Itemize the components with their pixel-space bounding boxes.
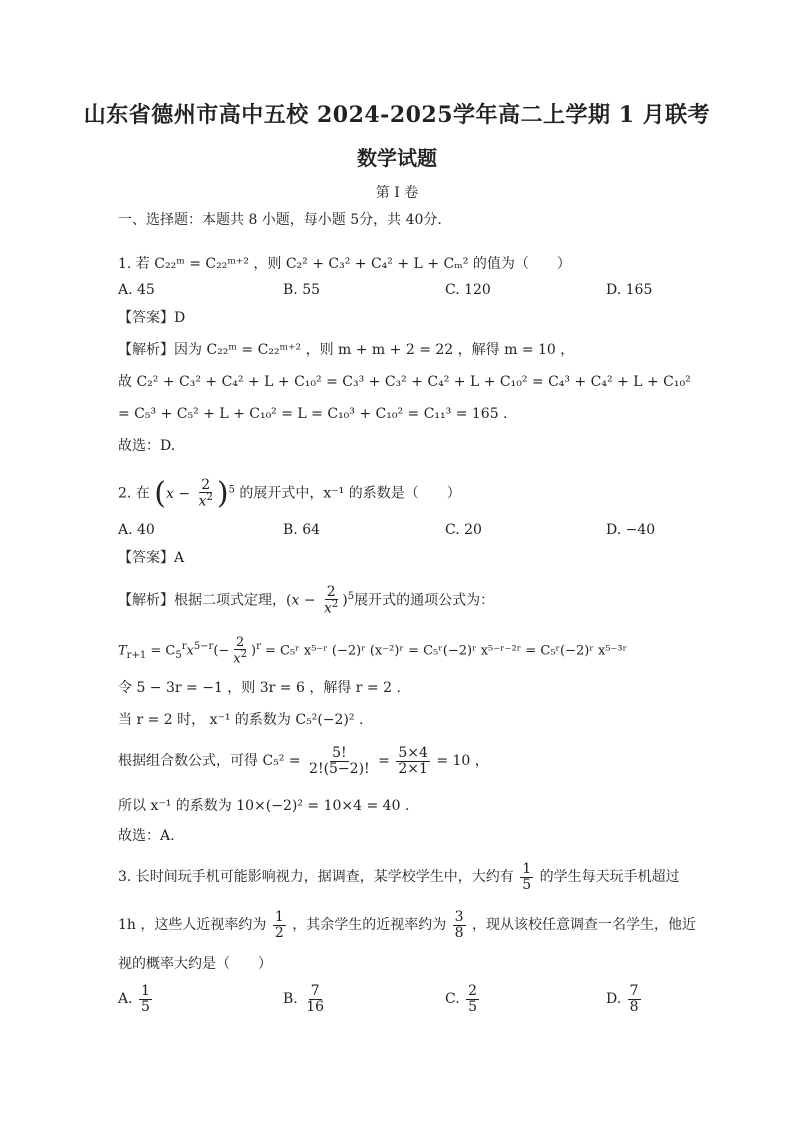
q2-option-d: D. −40: [606, 522, 656, 538]
q1-option-b: B. 55: [283, 282, 321, 298]
q2-analysis-intro-a: 【解析】根据二项式定理，: [118, 592, 286, 609]
q2-stem: [118, 470, 461, 514]
q2-stem-prefix: 2. 在: [118, 485, 150, 502]
q2-choose: 故选：A.: [118, 828, 175, 844]
q3-option-c-label: C.: [445, 991, 460, 1008]
q2-answer: 【答案】A: [118, 550, 185, 566]
q3-line1-b: 的学生每天玩手机超过: [539, 869, 680, 885]
q2-solve-r: 令 5 − 3r = −1 ，则 3r = 6 ，解得 r = 2 .: [118, 680, 401, 696]
q1-analysis-3: = C₅³ + C₅² + L + C₁₀² = L = C₁₀³ + C₁₀² = C₁₁³ = 165 .: [118, 406, 508, 422]
q3-line1-a: 3. 长时间玩手机可能影响视力，据调查，某学校学生中，大约有: [118, 869, 514, 885]
q1-analysis-1: 【解析】因为 C₂₂ᵐ = C₂₂ᵐ⁺² ，则 m + m + 2 = 22 ，解得 m = 10 ，: [118, 342, 575, 358]
section-heading: 一、选择题：本题共 8 小题，每小题 5分，共 40分.: [118, 212, 442, 228]
q1-option-c: C. 120: [445, 282, 491, 298]
q3-line-1: 3. 长时间玩手机可能影响视力，据调查，某学校学生中，大约有 $\frac{1}{5}$ 的学生每天玩手机超过: [118, 860, 680, 893]
q1-answer: 【答案】D: [118, 310, 186, 326]
q3-line-3: 视的概率大约是（ ）: [118, 956, 272, 972]
q3-option-a-den: 5: [141, 998, 150, 1015]
exam-subtitle: 数学试题: [357, 146, 437, 170]
q3-option-a-label: A.: [118, 991, 133, 1008]
q2-stem-suffix: 的展开式中，x⁻¹ 的系数是（ ）: [239, 485, 461, 502]
q3-option-d: [606, 984, 643, 1014]
q1-analysis-2: 故 C₂² + C₃² + C₄² + L + C₁₀² = C₃³ + C₃² + C₄² + L + C₁₀² = C₄³ + C₄² + L + C₁₀²: [118, 374, 691, 390]
q2-comb-prefix: 根据组合数公式，可得 C₅² =: [118, 753, 301, 769]
q1-analysis-4: 故选：D.: [118, 438, 176, 454]
exam-title: 山东省德州市高中五校 2024-2025学年高二上学期 1 月联考: [83, 102, 711, 128]
q3-option-a: [118, 984, 154, 1014]
q3-option-b-label: B.: [283, 991, 298, 1008]
q3-option-c: [445, 984, 481, 1014]
q2-binomial: (x − $\frac{2}{x^2}$ )$^5$: [154, 475, 235, 511]
q2-general-term: $T_{r+1} = C_5^rx^{5-r}(-$ $\frac{2}{x^2}$ )$^r$ = C₅ʳ x⁵⁻ʳ (−2)ʳ (x⁻²)ʳ = C₅ʳ(−2)ʳ x⁵⁻ʳ⁻²ʳ = C₅ʳ(−2)ʳ x⁵⁻³ʳ: [118, 634, 628, 667]
q2-analysis-intro-b: 展开式的通项公式为：: [354, 592, 495, 609]
q2-result: 所以 x⁻¹ 的系数为 10×(−2)² = 10×4 = 40 .: [118, 798, 410, 814]
q2-formula: = C₅ʳ x⁵⁻ʳ (−2)ʳ (x⁻²)ʳ = C₅ʳ(−2)ʳ x⁵⁻ʳ⁻²ʳ = C₅ʳ(−2)ʳ x⁵⁻³ʳ: [265, 643, 628, 659]
q3-option-b-num: 7: [310, 983, 320, 999]
q3-option-b: [283, 984, 328, 1014]
q3-option-d-num: 7: [629, 983, 639, 999]
volume-label: 第 I 卷: [375, 185, 419, 201]
q1-stem: 1. 若 C₂₂ᵐ = C₂₂ᵐ⁺² ，则 C₂² + C₃² + C₄² + L + Cₘ² 的值为（ ）: [118, 256, 571, 272]
q3-line2-b: ，其余学生的近视率约为: [292, 917, 447, 933]
q3-option-c-den: 5: [468, 998, 478, 1015]
q2-comb-formula: 根据组合数公式，可得 C₅² = $\frac{5!}{2!(5-2)!}$ = $\frac{5\times 4}{2\times 1}$ = 10 ，: [118, 744, 489, 777]
q2-when-r: 当 r = 2 时， x⁻¹ 的系数为 C₅²(−2)² .: [118, 712, 364, 728]
q3-option-a-num: 1: [141, 983, 150, 999]
q1-option-a: A. 45: [118, 282, 155, 298]
q2-option-c: C. 20: [445, 522, 482, 538]
q2-option-b: B. 64: [283, 522, 321, 538]
q3-line-2: 1h ，这些人近视率约为 $\frac{1}{2}$ ，其余学生的近视率约为 $\frac{3}{8}$ ，现从该校任意调查一名学生，他近: [118, 908, 697, 941]
q2-option-a: A. 40: [118, 522, 155, 538]
q1-option-d: D. 165: [606, 282, 653, 298]
q3-option-b-den: 16: [306, 998, 325, 1015]
q3-option-d-den: 8: [629, 998, 639, 1015]
q3-option-d-label: D.: [606, 991, 622, 1008]
q3-line2-c: ，现从该校任意调查一名学生，他近: [472, 917, 697, 933]
q2-comb-suffix: = 10 ，: [436, 753, 489, 769]
q2-analysis-intro: 【解析】根据二项式定理，(x − $\frac{2}{x^2}$ )$^5$展开式的通项公式为：: [118, 583, 495, 617]
q3-option-c-num: 2: [468, 983, 478, 999]
q3-line2-a: 1h ，这些人近视率约为: [118, 917, 267, 933]
